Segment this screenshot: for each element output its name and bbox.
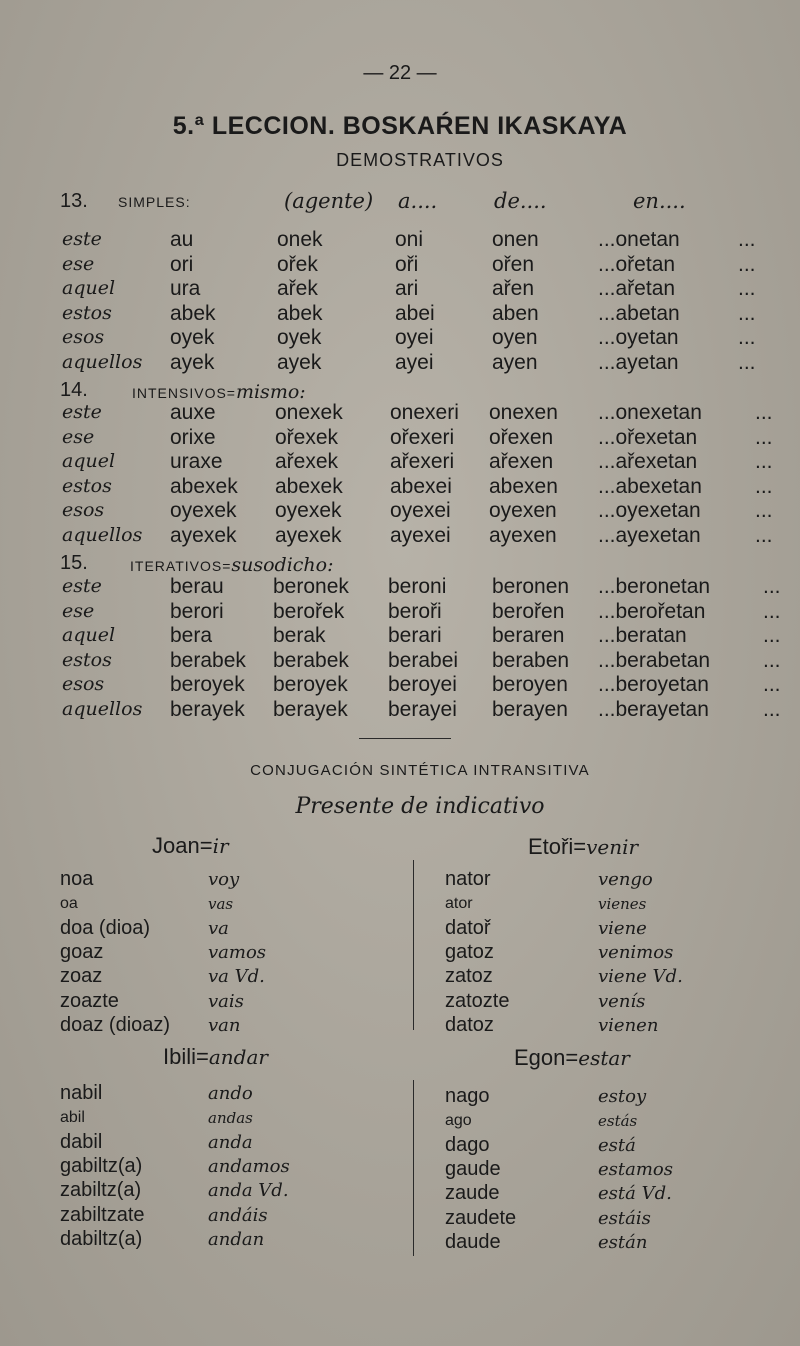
verb-1-form-0: nator bbox=[445, 868, 491, 890]
intensivos-row-1-spanish: ese bbox=[62, 425, 95, 448]
simples-row-2-form-1: ura bbox=[170, 277, 201, 301]
col-agente-header: (agente) bbox=[284, 189, 374, 213]
verb-1-gloss-6: vienen bbox=[598, 1014, 659, 1036]
verb-2-form-5: zabiltzate bbox=[60, 1203, 145, 1226]
col-de-header: de.... bbox=[494, 189, 547, 213]
verb-0-gloss-3: vamos bbox=[208, 941, 267, 963]
verb-1-form-4: zatoz bbox=[445, 965, 493, 988]
simples-row-1-form-1: ori bbox=[170, 252, 194, 276]
verb-3-form-0: nago bbox=[445, 1085, 490, 1107]
iterativos-row-0-form-5: ...beronetan bbox=[598, 575, 711, 598]
intensivos-row-0-form-3: onexeri bbox=[390, 401, 459, 424]
simples-row-3-form-5: ...abetan bbox=[598, 301, 680, 325]
iterativos-number: 15. bbox=[60, 552, 88, 574]
simples-row-3-form-1: abek bbox=[170, 301, 216, 325]
iterativos-row-4-form-5: ...beroyetan bbox=[598, 673, 709, 697]
simples-row-5-form-2: ayek bbox=[277, 351, 322, 374]
intensivos-row-1-form-2: ořexek bbox=[275, 425, 339, 449]
iterativos-row-4-form-4: beroyen bbox=[492, 673, 568, 697]
iterativos-row-3-ellipsis: ... bbox=[763, 648, 781, 672]
verb-1-form-3: gatoz bbox=[445, 940, 494, 963]
conjugation-title: CONJUGACIÓN SINTÉTICA INTRANSITIVA bbox=[250, 762, 590, 779]
simples-row-1-form-4: ořen bbox=[492, 252, 535, 276]
verb-name: Etoři bbox=[528, 834, 574, 859]
iterativos-row-1-ellipsis: ... bbox=[763, 599, 781, 623]
verb-1-gloss-3: venimos bbox=[598, 941, 674, 963]
verb-equals: = bbox=[196, 1044, 209, 1069]
simples-row-2-form-3: ari bbox=[395, 277, 419, 301]
intensivos-gloss: mismo: bbox=[235, 381, 306, 403]
simples-row-1-spanish: ese bbox=[62, 252, 95, 275]
simples-row-0-form-3: oni bbox=[395, 228, 424, 251]
iterativos-row-4-form-1: beroyek bbox=[170, 673, 245, 697]
verb-1-form-1: ator bbox=[445, 895, 473, 913]
intensivos-row-3-ellipsis: ... bbox=[755, 474, 773, 498]
verb-2-form-4: zabiltz(a) bbox=[60, 1179, 142, 1202]
verb-0-gloss-2: va bbox=[208, 917, 229, 939]
simples-row-1-form-3: oři bbox=[395, 252, 419, 276]
simples-row-1-ellipsis: ... bbox=[738, 252, 756, 276]
intensivos-row-0-form-5: ...onexetan bbox=[598, 401, 702, 424]
iterativos-row-0-form-4: beronen bbox=[492, 575, 570, 598]
simples-row-2-ellipsis: ... bbox=[738, 277, 756, 301]
iterativos-row-4-spanish: esos bbox=[62, 673, 105, 696]
verb-0-gloss-6: van bbox=[208, 1014, 241, 1036]
verb-0-form-0: noa bbox=[60, 868, 94, 890]
verb-0-gloss-1: vas bbox=[208, 895, 234, 914]
conjugation-subtitle: Presente de indicativo bbox=[295, 794, 545, 819]
iterativos-row-5-ellipsis: ... bbox=[763, 698, 781, 721]
column-divider-top bbox=[413, 860, 414, 1030]
intensivos-row-4-form-1: oyexek bbox=[170, 499, 237, 523]
verb-3-form-1: ago bbox=[445, 1112, 472, 1130]
simples-row-2-form-4: ařen bbox=[492, 277, 535, 301]
iterativos-row-5-form-3: berayei bbox=[388, 698, 457, 721]
verb-name: Joan bbox=[152, 833, 200, 858]
intensivos-row-0-form-4: onexen bbox=[489, 401, 558, 424]
intensivos-header bbox=[132, 381, 306, 403]
section-subtitle: DEMOSTRATIVOS bbox=[336, 150, 504, 170]
iterativos-row-2-ellipsis: ... bbox=[763, 624, 781, 648]
simples-row-2-form-5: ...ařetan bbox=[598, 277, 676, 301]
verb-name: Egon bbox=[514, 1045, 566, 1070]
intensivos-row-1-form-5: ...ořexetan bbox=[598, 425, 698, 449]
intensivos-row-5-form-2: ayexek bbox=[275, 524, 342, 547]
page-number: — 22 — bbox=[363, 62, 437, 84]
verb-0-form-2: doa (dioa) bbox=[60, 916, 151, 939]
verb-3-gloss-5: estáis bbox=[598, 1207, 651, 1229]
verb-2-form-3: gabiltz(a) bbox=[60, 1154, 143, 1177]
intensivos-row-4-form-5: ...oyexetan bbox=[598, 499, 701, 523]
verb-2-gloss-6: andan bbox=[208, 1228, 265, 1250]
verb-2-form-6: dabiltz(a) bbox=[60, 1227, 143, 1250]
verb-name: Ibili bbox=[163, 1044, 197, 1069]
col-en-header: en.... bbox=[633, 189, 686, 213]
verb-1-gloss-2: viene bbox=[598, 917, 647, 939]
verb-2-gloss-5: andáis bbox=[208, 1204, 268, 1226]
intensivos-row-2-form-2: ařexek bbox=[275, 450, 339, 474]
iterativos-row-0-spanish: este bbox=[62, 575, 102, 597]
iterativos-row-5-form-1: berayek bbox=[170, 698, 245, 721]
col-a-header: a.... bbox=[398, 189, 438, 213]
intensivos-row-5-form-1: ayexek bbox=[170, 524, 237, 547]
simples-row-4-form-5: ...oyetan bbox=[598, 326, 679, 350]
verb-0-form-1: oa bbox=[60, 895, 78, 913]
simples-row-4-form-1: oyek bbox=[170, 326, 215, 350]
intensivos-row-5-form-4: ayexen bbox=[489, 524, 557, 547]
verb-gloss: venir bbox=[586, 835, 639, 859]
simples-row-5-spanish: aquellos bbox=[62, 351, 143, 373]
intensivos-row-3-form-4: abexen bbox=[489, 474, 558, 498]
verb-0-form-3: goaz bbox=[60, 940, 104, 963]
iterativos-row-0-form-2: beronek bbox=[273, 575, 349, 598]
verb-2-form-2: dabil bbox=[60, 1130, 103, 1153]
intensivos-row-1-form-4: ořexen bbox=[489, 425, 554, 449]
intensivos-row-1-form-3: ořexeri bbox=[390, 425, 455, 449]
verb-equals: = bbox=[573, 834, 587, 859]
verb-1-form-5: zatozte bbox=[445, 989, 510, 1012]
verb-2-gloss-0: ando bbox=[208, 1083, 253, 1104]
intensivos-row-3-form-5: ...abexetan bbox=[598, 474, 702, 498]
simples-row-4-form-4: oyen bbox=[492, 326, 538, 350]
verb-3-form-2: dago bbox=[445, 1133, 490, 1156]
verb-gloss: estar bbox=[578, 1046, 630, 1070]
verb-gloss: andar bbox=[208, 1045, 268, 1069]
simples-row-0-ellipsis: ... bbox=[738, 228, 756, 251]
iterativos-row-4-ellipsis: ... bbox=[763, 673, 781, 697]
iterativos-row-4-form-3: beroyei bbox=[388, 673, 457, 697]
iterativos-row-2-form-1: bera bbox=[170, 624, 213, 648]
simples-row-1-form-2: ořek bbox=[277, 252, 318, 276]
verb-3-form-6: daude bbox=[445, 1230, 501, 1253]
iterativos-row-1-form-3: beroři bbox=[388, 599, 442, 623]
verb-header-3 bbox=[514, 1045, 630, 1071]
intensivos-row-4-form-3: oyexei bbox=[390, 499, 451, 523]
intensivos-row-2-form-3: ařexeri bbox=[390, 450, 455, 474]
simples-number: 13. bbox=[60, 190, 88, 212]
verb-gloss: ir bbox=[212, 834, 229, 858]
intensivos-row-3-form-1: abexek bbox=[170, 474, 238, 498]
iterativos-label: ITERATIVOS= bbox=[130, 558, 232, 574]
simples-row-4-spanish: esos bbox=[62, 326, 105, 349]
iterativos-gloss: susodicho: bbox=[231, 554, 334, 576]
iterativos-row-1-form-5: ...berořetan bbox=[598, 599, 706, 623]
iterativos-row-1-form-1: berori bbox=[170, 599, 224, 623]
verb-3-form-4: zaude bbox=[445, 1182, 500, 1205]
simples-row-3-form-3: abei bbox=[395, 301, 435, 325]
simples-row-2-spanish: aquel bbox=[62, 277, 116, 300]
verb-0-form-4: zoaz bbox=[60, 965, 103, 988]
iterativos-row-2-form-4: beraren bbox=[492, 624, 565, 648]
simples-row-1-form-5: ...ořetan bbox=[598, 252, 676, 276]
lesson-title: 5.ª LECCION. BOSKAŔEN IKASKAYA bbox=[172, 112, 628, 140]
simples-row-3-form-4: aben bbox=[492, 301, 539, 325]
intensivos-row-5-form-5: ...ayexetan bbox=[598, 524, 701, 547]
simples-row-0-form-2: onek bbox=[277, 228, 323, 251]
simples-row-4-form-2: oyek bbox=[277, 326, 322, 350]
simples-row-0-spanish: este bbox=[62, 228, 102, 250]
iterativos-row-0-ellipsis: ... bbox=[763, 575, 781, 598]
verb-1-form-6: datoz bbox=[445, 1013, 494, 1036]
iterativos-header bbox=[130, 554, 334, 576]
verb-3-form-3: gaude bbox=[445, 1157, 501, 1180]
verb-2-gloss-3: andamos bbox=[208, 1155, 290, 1177]
iterativos-row-3-spanish: estos bbox=[62, 648, 112, 671]
simples-label: SIMPLES: bbox=[118, 194, 191, 210]
intensivos-row-2-ellipsis: ... bbox=[755, 450, 773, 474]
iterativos-row-2-spanish: aquel bbox=[62, 624, 116, 647]
iterativos-row-0-form-3: beroni bbox=[388, 575, 447, 598]
iterativos-row-3-form-3: berabei bbox=[388, 648, 459, 672]
verb-1-gloss-0: vengo bbox=[598, 869, 653, 890]
simples-row-5-form-1: ayek bbox=[170, 351, 215, 374]
iterativos-row-1-spanish: ese bbox=[62, 599, 95, 622]
verb-equals: = bbox=[565, 1045, 579, 1070]
simples-row-4-form-3: oyei bbox=[395, 326, 434, 350]
simples-row-2-form-2: ařek bbox=[277, 277, 318, 301]
simples-row-5-ellipsis: ... bbox=[738, 351, 756, 374]
intensivos-row-3-form-3: abexei bbox=[390, 474, 452, 498]
iterativos-row-3-form-5: ...berabetan bbox=[598, 648, 711, 672]
simples-row-3-ellipsis: ... bbox=[738, 301, 756, 325]
intensivos-row-3-form-2: abexek bbox=[275, 474, 343, 498]
verb-header-1 bbox=[528, 834, 638, 860]
iterativos-row-2-form-2: berak bbox=[273, 624, 326, 648]
iterativos-row-3-form-1: berabek bbox=[170, 648, 246, 672]
verb-2-gloss-2: anda bbox=[208, 1131, 253, 1153]
intensivos-number: 14. bbox=[60, 379, 88, 401]
verb-0-gloss-5: vais bbox=[208, 990, 244, 1012]
verb-1-form-2: datoř bbox=[445, 916, 491, 939]
simples-row-4-ellipsis: ... bbox=[738, 326, 756, 350]
iterativos-row-5-form-4: berayen bbox=[492, 698, 568, 721]
intensivos-row-3-spanish: estos bbox=[62, 474, 112, 497]
iterativos-row-5-form-2: berayek bbox=[273, 698, 348, 721]
intensivos-row-5-form-3: ayexei bbox=[390, 524, 451, 547]
verb-1-gloss-1: vienes bbox=[598, 895, 647, 914]
verb-0-form-5: zoazte bbox=[60, 989, 119, 1012]
iterativos-row-1-form-4: berořen bbox=[492, 599, 565, 623]
verb-3-gloss-1: estás bbox=[598, 1112, 638, 1131]
iterativos-row-5-form-5: ...berayetan bbox=[598, 698, 709, 721]
iterativos-row-3-form-2: berabek bbox=[273, 648, 349, 672]
intensivos-row-0-form-2: onexek bbox=[275, 401, 343, 424]
verb-2-gloss-4: anda Vd. bbox=[208, 1180, 289, 1202]
simples-row-0-form-4: onen bbox=[492, 228, 539, 251]
verb-2-form-1: abil bbox=[60, 1109, 85, 1127]
intensivos-row-2-form-4: ařexen bbox=[489, 450, 554, 474]
simples-row-5-form-3: ayei bbox=[395, 351, 434, 374]
iterativos-row-1-form-2: berořek bbox=[273, 599, 345, 623]
intensivos-row-2-form-1: uraxe bbox=[170, 450, 223, 474]
verb-0-gloss-0: voy bbox=[208, 869, 240, 890]
verb-header-2 bbox=[163, 1044, 268, 1070]
verb-0-form-6: doaz (dioaz) bbox=[60, 1013, 171, 1036]
verb-3-gloss-2: está bbox=[598, 1134, 636, 1156]
verb-2-gloss-1: andas bbox=[208, 1109, 253, 1128]
iterativos-row-2-form-3: berari bbox=[388, 624, 442, 648]
intensivos-row-2-spanish: aquel bbox=[62, 450, 116, 473]
iterativos-row-0-form-1: berau bbox=[170, 575, 224, 598]
intensivos-label: INTENSIVOS= bbox=[132, 385, 236, 401]
intensivos-row-2-form-5: ...ařexetan bbox=[598, 450, 698, 474]
intensivos-row-0-ellipsis: ... bbox=[755, 401, 773, 424]
intensivos-row-4-form-2: oyexek bbox=[275, 499, 342, 523]
verb-3-gloss-6: están bbox=[598, 1231, 648, 1253]
simples-row-5-form-4: ayen bbox=[492, 351, 538, 374]
verb-equals: = bbox=[199, 833, 213, 858]
iterativos-row-5-spanish: aquellos bbox=[62, 698, 143, 720]
simples-row-0-form-1: au bbox=[170, 228, 194, 251]
intensivos-row-5-ellipsis: ... bbox=[755, 524, 773, 547]
verb-3-gloss-3: estamos bbox=[598, 1158, 673, 1180]
iterativos-row-2-form-5: ...beratan bbox=[598, 624, 687, 648]
verb-2-form-0: nabil bbox=[60, 1082, 103, 1104]
verb-3-form-5: zaudete bbox=[445, 1206, 517, 1229]
simples-row-5-form-5: ...ayetan bbox=[598, 351, 679, 374]
verb-1-gloss-5: venís bbox=[598, 990, 646, 1012]
verb-1-gloss-4: viene Vd. bbox=[598, 966, 683, 988]
simples-row-3-form-2: abek bbox=[277, 301, 323, 325]
intensivos-row-0-spanish: este bbox=[62, 401, 102, 423]
iterativos-row-3-form-4: beraben bbox=[492, 648, 570, 672]
intensivos-row-4-form-4: oyexen bbox=[489, 499, 557, 523]
intensivos-row-0-form-1: auxe bbox=[170, 401, 216, 424]
iterativos-row-4-form-2: beroyek bbox=[273, 673, 348, 697]
verb-header-0 bbox=[152, 833, 229, 859]
intensivos-row-4-spanish: esos bbox=[62, 499, 105, 522]
intensivos-row-5-spanish: aquellos bbox=[62, 524, 143, 546]
section-divider bbox=[359, 738, 451, 739]
verb-3-gloss-4: está Vd. bbox=[598, 1183, 672, 1205]
intensivos-row-4-ellipsis: ... bbox=[755, 499, 773, 523]
intensivos-row-1-ellipsis: ... bbox=[755, 425, 773, 449]
simples-row-0-form-5: ...onetan bbox=[598, 228, 680, 251]
simples-row-3-spanish: estos bbox=[62, 301, 112, 324]
intensivos-row-1-form-1: orixe bbox=[170, 425, 216, 449]
verb-0-gloss-4: va Vd. bbox=[208, 966, 265, 988]
verb-3-gloss-0: estoy bbox=[598, 1086, 647, 1107]
column-divider-bottom bbox=[413, 1080, 414, 1256]
